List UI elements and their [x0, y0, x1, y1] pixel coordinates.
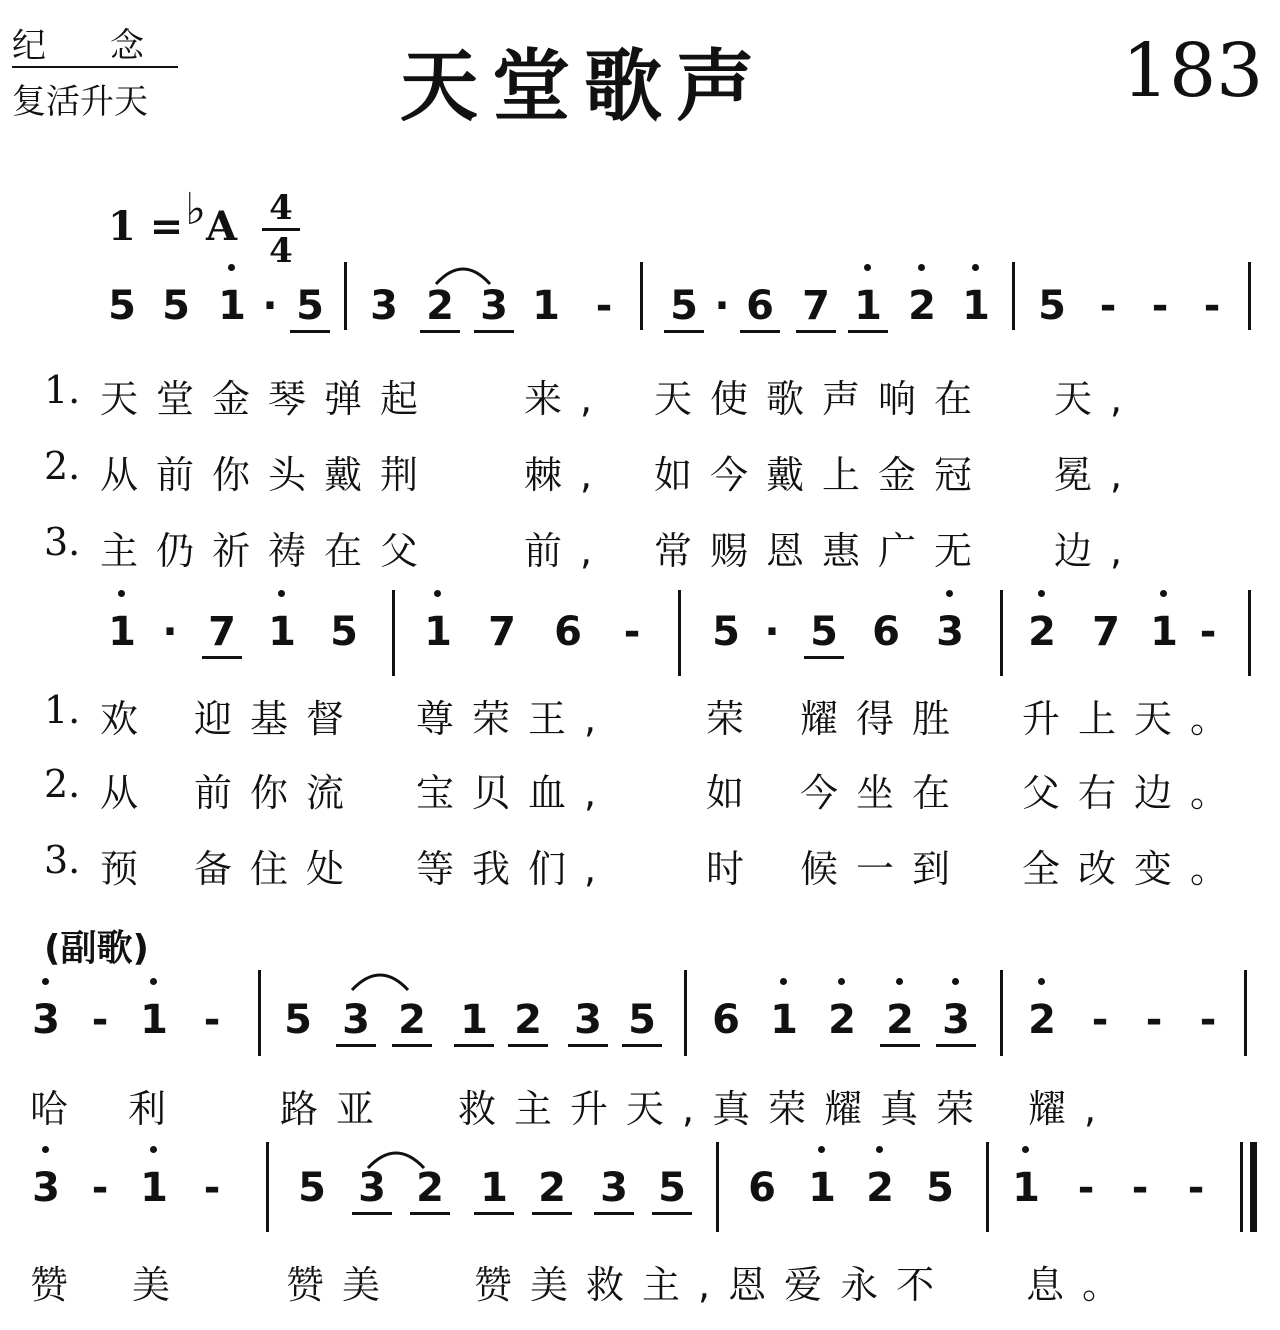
note-dash: -	[203, 1165, 221, 1211]
note-2: 2	[538, 1165, 566, 1211]
lyric-segment: 天使歌声响在	[654, 377, 991, 421]
note-3: 3	[370, 283, 398, 329]
lyric-segment: 息。	[1026, 1263, 1139, 1307]
category-label-top: 纪 念	[12, 26, 144, 66]
note-2: 2	[398, 997, 426, 1043]
note-2: 2	[416, 1165, 444, 1211]
note-5: 5	[296, 283, 324, 329]
underline-beam	[880, 1044, 920, 1047]
octave-dot	[972, 264, 979, 271]
barline	[684, 970, 687, 1056]
note-dash: -	[1077, 1165, 1095, 1211]
lyric-segment: 升上天。	[1022, 697, 1247, 741]
note-1: 1	[140, 997, 168, 1043]
underline-beam	[474, 1212, 514, 1215]
note-dot: ·	[714, 283, 730, 329]
lyric-segment: 如今戴上金冠	[654, 453, 991, 497]
barline	[344, 262, 347, 330]
note-1: 1	[1012, 1165, 1040, 1211]
octave-dot	[42, 1146, 49, 1153]
verse-number: 1.	[44, 688, 81, 732]
note-5: 5	[108, 283, 136, 329]
note-1: 1	[532, 283, 560, 329]
note-3: 3	[342, 997, 370, 1043]
lyric-segment: 等我们,	[416, 847, 615, 891]
note-dash: -	[1203, 283, 1221, 329]
underline-beam	[740, 330, 780, 333]
note-1: 1	[770, 997, 798, 1043]
note-dash: -	[1151, 283, 1169, 329]
note-5: 5	[670, 283, 698, 329]
lyric-segment: 尊荣王,	[416, 697, 615, 741]
note-5: 5	[926, 1165, 954, 1211]
underline-beam	[474, 330, 514, 333]
lyric-segment: 从	[100, 771, 157, 815]
lyric-segment: 前你流	[194, 771, 363, 815]
octave-dot	[150, 1146, 157, 1153]
note-2: 2	[866, 1165, 894, 1211]
note-2: 2	[426, 283, 454, 329]
octave-dot	[1038, 590, 1045, 597]
barline	[1248, 262, 1251, 330]
lyric-segment: 棘,	[524, 453, 611, 497]
underline-beam	[290, 330, 330, 333]
lyric-segment: 常赐恩惠广无	[654, 529, 991, 573]
octave-dot	[952, 978, 959, 985]
note-3: 3	[574, 997, 602, 1043]
underline-beam	[594, 1212, 634, 1215]
octave-dot	[1038, 978, 1045, 985]
octave-dot	[228, 264, 235, 271]
key-signature: 1 =♭A	[108, 184, 238, 250]
note-1: 1	[808, 1165, 836, 1211]
note-5: 5	[284, 997, 312, 1043]
note-dash: -	[1145, 997, 1163, 1043]
lyric-segment: 备住处	[194, 847, 363, 891]
underline-beam	[568, 1044, 608, 1047]
note-dash: -	[1099, 283, 1117, 329]
barline	[986, 1142, 989, 1232]
underline-beam	[508, 1044, 548, 1047]
chorus-label: (副歌)	[44, 928, 149, 969]
note-1: 1	[108, 609, 136, 655]
note-5: 5	[712, 609, 740, 655]
lyric-segment: 哈	[30, 1087, 87, 1131]
barline	[392, 590, 395, 676]
underline-beam	[336, 1044, 376, 1047]
note-2: 2	[514, 997, 542, 1043]
underline-beam	[410, 1212, 450, 1215]
note-5: 5	[658, 1165, 686, 1211]
note-dash: -	[1187, 1165, 1205, 1211]
octave-dot	[434, 590, 441, 597]
note-dash: -	[1199, 997, 1217, 1043]
note-6: 6	[554, 609, 582, 655]
underline-beam	[804, 656, 844, 659]
note-2: 2	[828, 997, 856, 1043]
note-3: 3	[358, 1165, 386, 1211]
lyric-segment: 救主升天,真荣耀真荣	[458, 1087, 993, 1131]
lyric-segment: 天堂金琴弹起	[100, 377, 437, 421]
lyric-segment: 利	[128, 1087, 185, 1131]
note-5: 5	[330, 609, 358, 655]
note-3: 3	[32, 1165, 60, 1211]
underline-beam	[936, 1044, 976, 1047]
note-6: 6	[746, 283, 774, 329]
note-dot: ·	[162, 609, 178, 655]
lyric-segment: 美	[132, 1263, 189, 1307]
underline-beam	[454, 1044, 494, 1047]
barline	[678, 590, 681, 676]
octave-dot	[118, 590, 125, 597]
lyric-segment: 主仍祈祷在父	[100, 529, 437, 573]
lyric-segment: 冕,	[1054, 453, 1141, 497]
lyric-segment: 迎基督	[194, 697, 363, 741]
lyric-segment: 前,	[524, 529, 611, 573]
note-1: 1	[480, 1165, 508, 1211]
note-6: 6	[748, 1165, 776, 1211]
lyric-segment: 宝贝血,	[416, 771, 615, 815]
lyric-segment: 来,	[524, 377, 611, 421]
lyric-segment: 荣	[706, 697, 763, 741]
note-2: 2	[886, 997, 914, 1043]
note-dash: -	[91, 997, 109, 1043]
note-2: 2	[1028, 609, 1056, 655]
note-1: 1	[424, 609, 452, 655]
verse-number: 3.	[44, 520, 81, 564]
lyric-segment: 候一到	[800, 847, 969, 891]
lyric-segment: 耀得胜	[800, 697, 969, 741]
note-3: 3	[600, 1165, 628, 1211]
verse-number: 3.	[44, 838, 81, 882]
underline-beam	[664, 330, 704, 333]
note-1: 1	[854, 283, 882, 329]
octave-dot	[780, 978, 787, 985]
note-6: 6	[872, 609, 900, 655]
note-5: 5	[162, 283, 190, 329]
note-3: 3	[32, 997, 60, 1043]
lyric-segment: 从前你头戴荆	[100, 453, 437, 497]
underline-beam	[352, 1212, 392, 1215]
time-signature: 4 4	[262, 190, 300, 269]
tie-slur	[434, 262, 494, 286]
lyric-segment: 时	[706, 847, 763, 891]
note-3: 3	[942, 997, 970, 1043]
note-7: 7	[488, 609, 516, 655]
barline	[1012, 262, 1015, 330]
lyric-segment: 赞美救主,恩爱永不	[474, 1263, 953, 1307]
underline-beam	[202, 656, 242, 659]
note-dash: -	[595, 283, 613, 329]
lyric-segment: 天,	[1054, 377, 1141, 421]
note-1: 1	[1150, 609, 1178, 655]
barline	[716, 1142, 719, 1232]
hymn-number: 183	[1122, 28, 1264, 114]
verse-number: 2.	[44, 762, 81, 806]
note-dash: -	[91, 1165, 109, 1211]
note-1: 1	[140, 1165, 168, 1211]
verse-number: 2.	[44, 444, 81, 488]
note-dot: ·	[262, 283, 278, 329]
barline	[1244, 970, 1247, 1056]
lyric-segment: 赞	[30, 1263, 87, 1307]
underline-beam	[796, 330, 836, 333]
note-1: 1	[268, 609, 296, 655]
note-1: 1	[218, 283, 246, 329]
underline-beam	[622, 1044, 662, 1047]
octave-dot	[864, 264, 871, 271]
octave-dot	[278, 590, 285, 597]
note-dash: -	[203, 997, 221, 1043]
note-3: 3	[480, 283, 508, 329]
note-5: 5	[810, 609, 838, 655]
note-1: 1	[962, 283, 990, 329]
tie-slur	[366, 1146, 428, 1170]
note-2: 2	[1028, 997, 1056, 1043]
lyric-segment: 今坐在	[800, 771, 969, 815]
note-dash: -	[1091, 997, 1109, 1043]
octave-dot	[818, 1146, 825, 1153]
hymn-title: 天堂歌声	[400, 42, 769, 132]
note-6: 6	[712, 997, 740, 1043]
lyric-segment: 欢	[100, 697, 157, 741]
underline-beam	[392, 1044, 432, 1047]
octave-dot	[150, 978, 157, 985]
barline	[258, 970, 261, 1056]
octave-dot	[1022, 1146, 1029, 1153]
note-2: 2	[908, 283, 936, 329]
underline-beam	[848, 330, 888, 333]
octave-dot	[918, 264, 925, 271]
underline-beam	[532, 1212, 572, 1215]
category-label-bottom: 复活升天	[12, 82, 148, 122]
lyric-segment: 预	[100, 847, 157, 891]
flat-symbol: ♭	[185, 184, 207, 235]
octave-dot	[896, 978, 903, 985]
octave-dot	[1160, 590, 1167, 597]
note-7: 7	[208, 609, 236, 655]
note-3: 3	[936, 609, 964, 655]
note-7: 7	[1092, 609, 1120, 655]
underline-beam	[652, 1212, 692, 1215]
note-7: 7	[802, 283, 830, 329]
note-dot: ·	[764, 609, 780, 655]
note-5: 5	[1038, 283, 1066, 329]
lyric-segment: 赞美	[286, 1263, 399, 1307]
lyric-segment: 全改变。	[1022, 847, 1247, 891]
note-5: 5	[628, 997, 656, 1043]
lyric-segment: 路亚	[280, 1087, 393, 1131]
barline	[1000, 970, 1003, 1056]
lyric-segment: 如	[706, 771, 763, 815]
barline	[1250, 1142, 1257, 1232]
underline-beam	[420, 330, 460, 333]
lyric-segment: 耀,	[1028, 1087, 1115, 1131]
lyric-segment: 父右边。	[1022, 771, 1247, 815]
note-dash: -	[1131, 1165, 1149, 1211]
octave-dot	[946, 590, 953, 597]
barline	[1000, 590, 1003, 676]
octave-dot	[876, 1146, 883, 1153]
barline	[1240, 1142, 1243, 1232]
octave-dot	[42, 978, 49, 985]
barline	[640, 262, 643, 330]
note-dash: -	[623, 609, 641, 655]
barline	[1248, 590, 1251, 676]
verse-number: 1.	[44, 368, 81, 412]
note-dash: -	[1199, 609, 1217, 655]
lyric-segment: 边,	[1054, 529, 1141, 573]
note-1: 1	[460, 997, 488, 1043]
tie-slur	[350, 968, 412, 992]
barline	[266, 1142, 269, 1232]
note-5: 5	[298, 1165, 326, 1211]
octave-dot	[838, 978, 845, 985]
category-divider	[12, 66, 178, 68]
